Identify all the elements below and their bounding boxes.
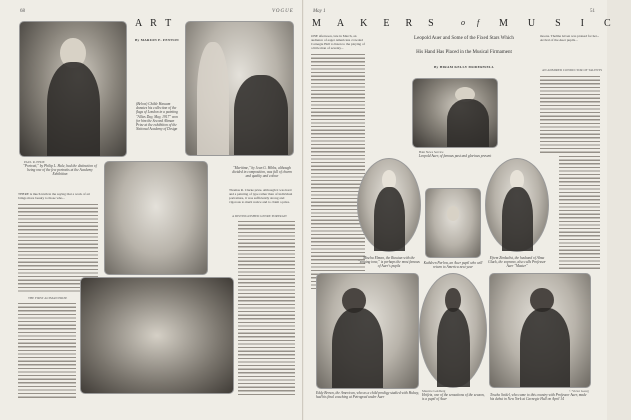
hale-portrait-image [19,21,127,157]
body-text-column [18,302,76,398]
body-text-column [540,75,600,155]
right-column-text: Thomas R. Clarke prize. Although it was hard and a painting of type rather than of individual portraiture, it was sufficiently strong and vigorous to merit notice and to claim a prize. [229,188,293,204]
auer-photo [412,78,498,148]
section-heading: THE FIRST ALTMAN PRIZE [28,296,68,300]
brown-photo [316,273,419,389]
body-text-start: ONE afternoon, late in March, an audience of eager Americans crowded Carnegie Hall to listen to the playing of a little man of seventy... [311,34,365,50]
body-text-start: THERE is much truth in the saying that a work of art brings more beauty to those who... [18,192,91,200]
hassam-flags-image [104,161,208,275]
byline: By HIRAM KELLY MODERWELL [434,65,495,69]
caption-auer: Leopold Auer, of famous past and glorious present [418,154,492,158]
caption-brown: Eddy Brown, the American, who as a child prodigy studied with Hubay, had his final coaching at Petrograd under Auer [316,391,419,400]
photo-credit: Maurice Goldberg [422,389,446,393]
photo-credit: © Victor Georg [569,389,589,393]
seidel-photo [489,273,591,388]
hibbs-painting-image [185,21,294,156]
title-makers: MAKERS [312,18,450,29]
section-heading: A DISTINGUISHED GENRE PORTRAIT [232,214,287,218]
elman-photo [357,158,421,252]
page-number: 68 [20,9,25,14]
caption-hassam: (Below) Childe Hassam donates his collection of the flags of London in a painting "Allies Day, May, 1917" won for him the Second Altman Prize at the exhibition of the National Academy of Design [136,102,178,132]
photo-credit: PAUL R. PHOE [24,160,45,164]
body-text-column [559,155,600,270]
caption-zimbalist: Efrem Zimbalist, the husband of Alma Gluck, the soprano, also calls Professor Auer "Master" [488,256,546,269]
photo-credit: Bain News Service [419,150,444,154]
caption-hale: "Portrait," by Philip L. Hale, had the distinction of being one of the few portraits at the Academy Exhibition [23,164,97,177]
subtitle-line-2: His Hand Has Placed in the Musical Firmament [416,50,512,55]
caption-parlow: Kathleen Parlow, an Auer pupil who will return to America next year [423,261,483,270]
caption-seidel: Toscha Seidel, who came to this country with Professor Auer, made his debut in New York at Carnegie Hall on April 14 [490,393,587,402]
heifetz-photo [419,273,487,388]
caption-heifetz: Heifetz, one of the sensations of the season, is a pupil of Auer [422,393,485,402]
subtitle-line-1: Leopold Auer and Some of the Fixed Stars Which [414,36,514,41]
magazine-name: VOGUE [272,9,294,14]
zimbalist-photo [485,158,549,252]
painting-image [80,277,234,394]
article-title: A R T [135,18,175,29]
issue-date: May 1 [313,9,326,14]
body-text-column [238,220,295,395]
parlow-photo [425,188,481,258]
caption-hibbs: "Maritime," by Jean G. Hibbs, although divided in composition, was full of charm and quality and colour [232,166,292,179]
caption-elman: Mischa Elman, the Russian with the "singing tone," is perhaps the most famous of Auer's pupils [358,256,420,269]
right-column-text: moons. Thelma Given was praised for her... Arrival of the Auer pupils... [540,34,600,42]
right-page [304,0,631,420]
title-music: MUSIC [499,18,631,29]
byline: By MARION E. FENTON [135,38,179,42]
title-of: of [461,18,492,27]
section-heading: AN ADMIRED CONDUCTOR OF TALENTS [542,68,603,72]
left-page [0,0,303,420]
page-number: 51 [590,9,595,14]
body-text-column [311,53,365,290]
